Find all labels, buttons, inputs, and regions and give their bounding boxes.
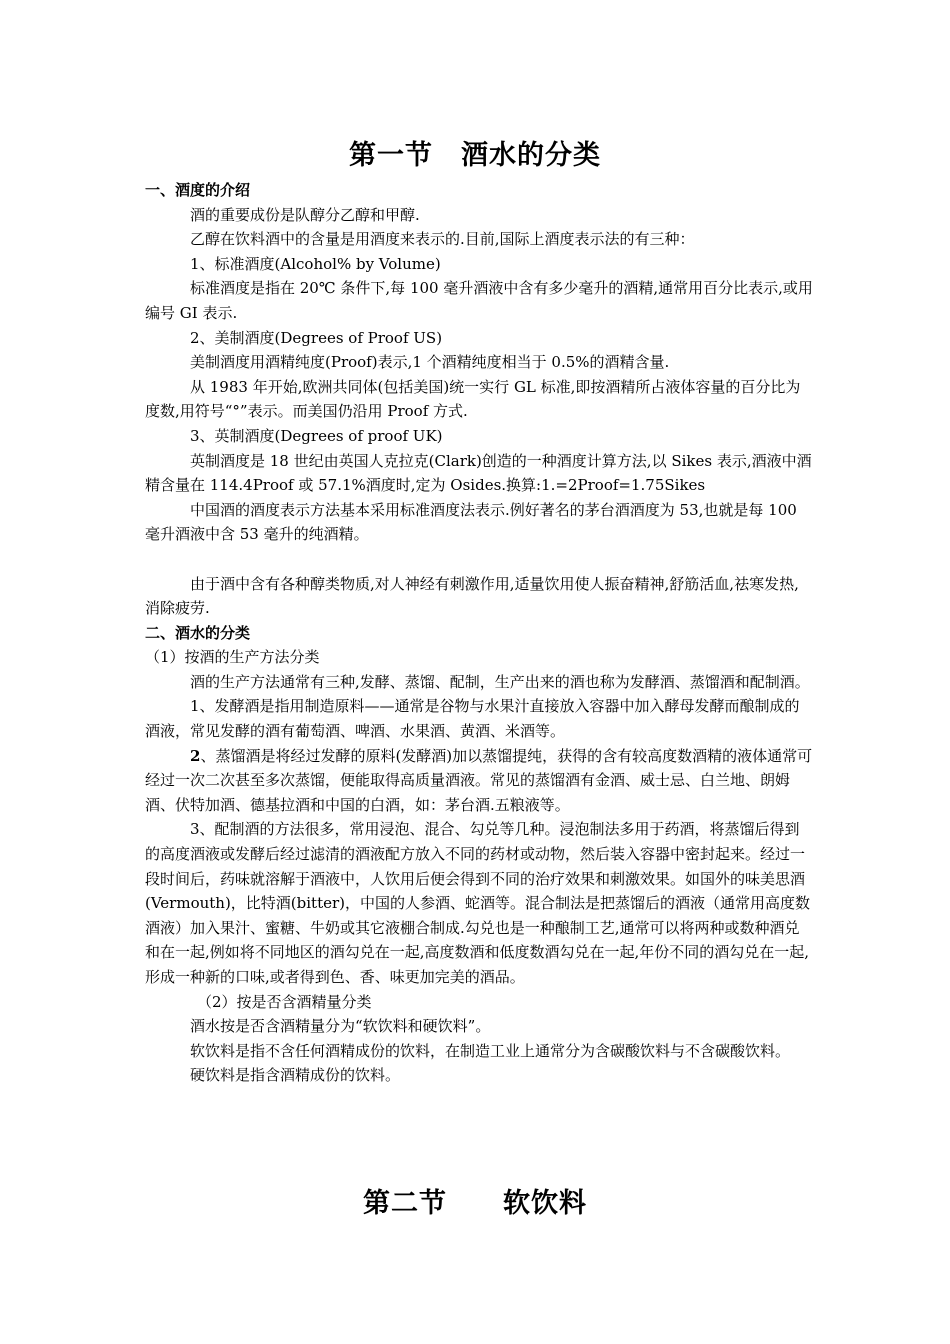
section-title: 第二节 软饮料 [363, 1188, 587, 1219]
document-body [145, 178, 813, 1088]
subheading: （2）按是否含酒精量分类 [197, 992, 372, 1011]
list-item-heading: 3、英制酒度(Degrees of proof UK) [190, 426, 443, 445]
paragraph: 1、发酵酒是指用制造原料——通常是谷物与水果汁直接放入容器中加入酵母发酵而酿制成的酒液，常见发酵的酒有葡萄酒、啤酒、水果酒、黄酒、米酒等。 [145, 697, 800, 741]
paragraph: 酒的重要成份是队醇分乙醇和甲醇. [190, 205, 420, 224]
paragraph [145, 744, 813, 818]
section-heading-alcohol-degree: 一、酒度的介绍 [145, 181, 251, 199]
paragraph: 标准酒度是指在 20℃ 条件下,每 100 毫升酒液中含有多少毫升的酒精,通常用百分比表示,或用编号 GI 表示. [145, 279, 813, 322]
paragraph: 英制酒度是 18 世纪由英国人克拉克(Clark)创造的一种酒度计算方法,以 Sikes 表示,酒液中酒精含量在 114.4Proof 或 57.1%酒度时,定为 Osides.换算:1.=2Proof=1.75Sikes [145, 451, 812, 495]
paragraph: 由于酒中含有各种醇类物质,对人神经有刺激作用,适量饮用使人振奋精神,舒筋活血,祛寒发热,消除疲劳. [145, 574, 799, 618]
paragraph: 3、配制酒的方法很多，常用浸泡、混合、勾兑等几种。浸泡制法多用于药酒，将蒸馏后得到的高度酒液或发酵后经过滤清的酒液配方放入不同的药材或动物，然后装入容器中密封起来。经过一段时间后，药味就溶解于酒液中，人饮用后便会得到不同的治疗效果和刺激效果。如国外的味美思酒(Vermouth)，比特酒(bitter)，中国的人参酒、蛇酒等。混合制法是把蒸馏后的酒液（通常用高度数酒液）加入果汁、蜜糖、牛奶或其它液棚合制成.勾兑也是一种酿制工艺,通常可以将两种或数种酒兑和在一起,例如将不同地区的酒勾兑在一起,高度数酒和低度数酒勾兑在一起,年份不同的酒勾兑在一起,形成一种新的口味,或者得到色、香、味更加完美的酒品。 [145, 820, 811, 986]
paragraph: 软饮料是指不含任何酒精成份的饮料，在制造工业上通常分为含碳酸饮料与不含碳酸饮料。 [190, 1041, 791, 1060]
paragraph: 酒的生产方法通常有三种,发酵、蒸馏、配制，生产出来的酒也称为发酵酒、蒸馏酒和配制酒。 [190, 672, 810, 691]
list-item-heading: 2、美制酒度(Degrees of Proof US) [190, 328, 443, 347]
paragraph: 硬饮料是指含酒精成份的饮料。 [190, 1066, 401, 1085]
paragraph: 中国酒的酒度表示方法基本采用标准酒度法表示.例好著名的茅台酒酒度为 53,也就是每 100 毫升酒液中含 53 毫升的纯酒精。 [145, 500, 797, 544]
list-number: 2 [190, 746, 201, 765]
paragraph: 酒水按是否含酒精量分为“软饮料和硬饮料”。 [190, 1017, 491, 1036]
list-item-heading: 1、标准酒度(Alcohol% by Volume) [190, 254, 441, 273]
blank-line [145, 547, 813, 572]
paragraph: 乙醇在饮料酒中的含量是用酒度来表示的.目前,国际上酒度表示法的有三种： [190, 230, 695, 249]
paragraph: 从 1983 年开始,欧洲共同体(包括美国)统一实行 GL 标准,即按酒精所占液体容量的百分比为度数,用符号“°”表示。而美国仍沿用 Proof 方式. [145, 377, 801, 421]
section-title: 第一节 酒水的分类 [349, 140, 601, 171]
subheading: （1）按酒的生产方法分类 [145, 648, 320, 667]
section-heading-classification: 二、酒水的分类 [145, 623, 251, 642]
paragraph: 美制酒度用酒精纯度(Proof)表示,1 个酒精纯度相当于 0.5%的酒精含量. [190, 353, 670, 372]
paragraph-text: 、蒸馏酒是将经过发酵的原料(发酵酒)加以蒸馏提纯，获得的含有较高度数酒精的液体通常可经过一次二次甚至多次蒸馏，便能取得高质量酒液。常见的蒸馏酒有金酒、威士忌、白兰地、朗姆酒、伏特加酒、德基拉酒和中国的白酒，如：茅台酒.五粮液等。 [145, 746, 813, 814]
